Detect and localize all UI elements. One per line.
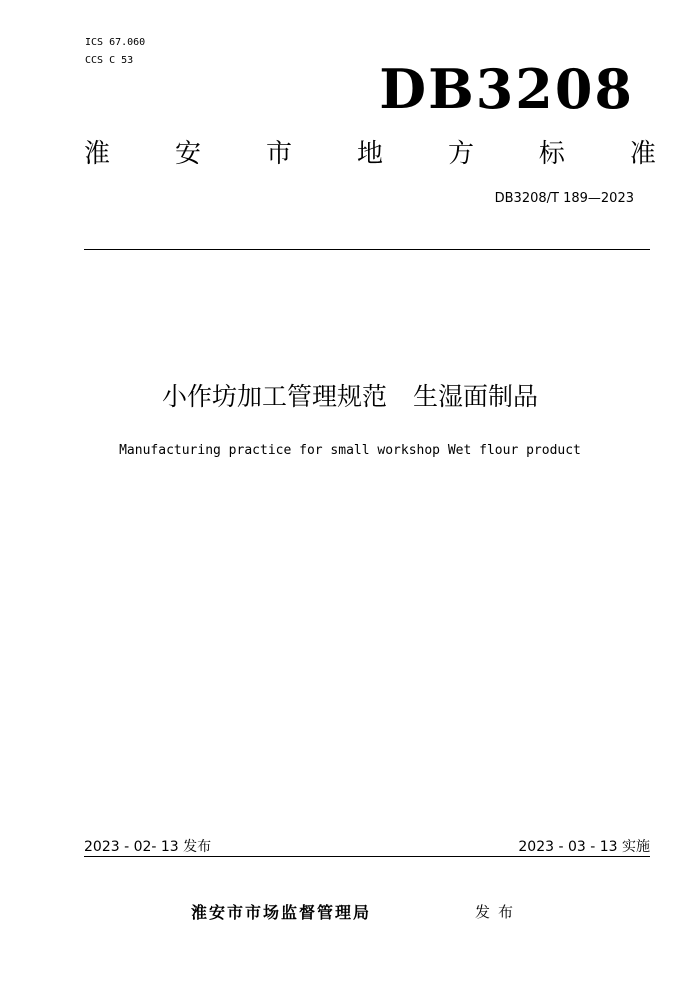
standard-type-char: 标: [538, 139, 565, 169]
title-part-1: 小作坊加工管理规范: [161, 382, 387, 411]
standard-type-char: 市: [265, 139, 292, 169]
title-part-2: 生湿面制品: [413, 382, 539, 411]
ics-code: ICS 67.060: [85, 37, 146, 48]
standard-type-char: 淮: [84, 139, 111, 169]
standard-number: DB3208/T 189—2023: [494, 191, 634, 206]
document-title: [0, 378, 700, 416]
header-divider: [84, 249, 650, 250]
standard-type-title: [84, 136, 656, 172]
standard-type-char: 准: [629, 139, 656, 169]
footer-divider: [84, 856, 650, 857]
issue-date: 2023 - 02- 13 发布: [84, 839, 212, 855]
standard-logo: DB3208: [379, 57, 634, 121]
implementation-date: 2023 - 03 - 13 实施: [518, 839, 650, 855]
publish-label: 发布: [475, 903, 522, 921]
standard-type-char: 地: [356, 139, 383, 169]
standard-type-char: 方: [447, 139, 474, 169]
english-title: Manufacturing practice for small workshop Wet flour product: [119, 443, 581, 458]
ccs-code: CCS C 53: [85, 55, 134, 66]
standard-type-char: 安: [174, 139, 201, 169]
publisher: 淮安市市场监督管理局: [191, 903, 372, 922]
